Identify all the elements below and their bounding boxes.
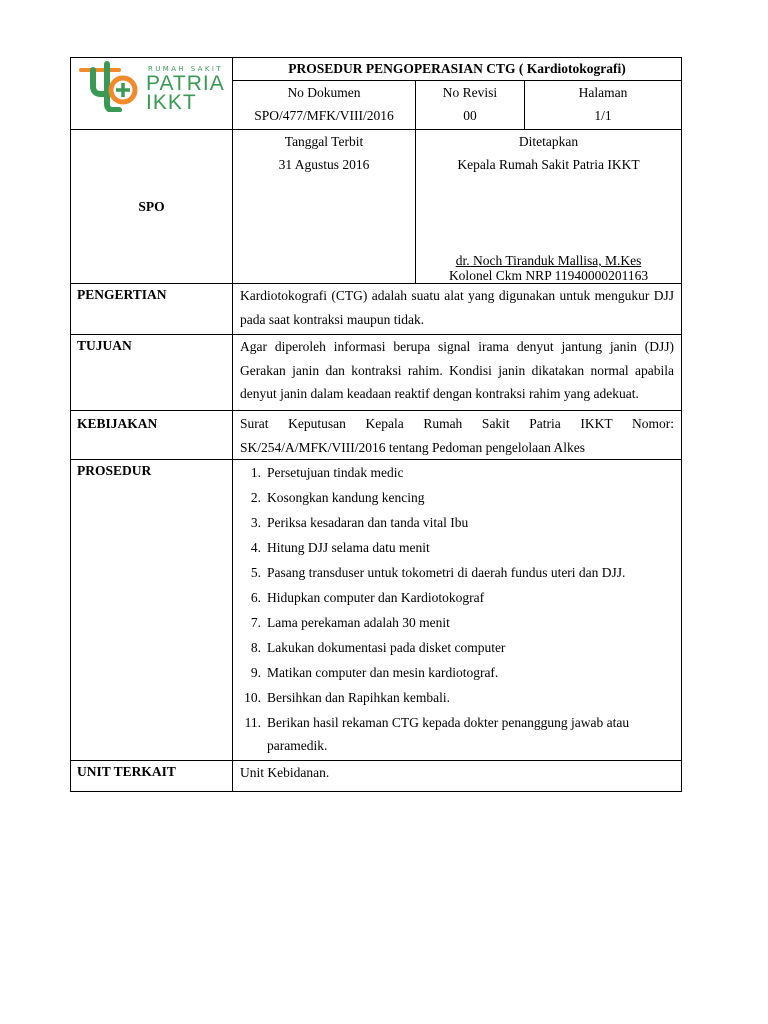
procedure-step-number: 2. <box>250 490 261 505</box>
procedure-step-text: Persetujuan tindak medic <box>267 465 404 480</box>
prosedur-steps-cell <box>233 460 682 761</box>
procedure-step <box>240 660 674 685</box>
procedure-step-text: Hidupkan computer dan Kardiotokograf <box>267 590 485 605</box>
spo-label: SPO <box>71 130 233 284</box>
procedure-step-text: Matikan computer dan mesin kardiotograf. <box>267 665 499 680</box>
procedure-step-text: Hitung DJJ selama datu menit <box>267 540 430 555</box>
kebijakan-label: KEBIJAKAN <box>71 411 233 460</box>
revision-value: 00 <box>463 108 477 123</box>
procedure-step <box>240 485 674 510</box>
procedure-step-number: 4. <box>250 540 261 555</box>
procedure-step-text: Pasang transduser untuk tokometri di daerah fundus uteri dan DJJ. <box>267 565 626 580</box>
procedure-step <box>240 460 674 485</box>
procedure-step-number: 10. <box>244 690 261 705</box>
revision-cell <box>416 81 525 130</box>
pengertian-text: Kardiotokografi (CTG) adalah suatu alat yang digunakan untuk mengukur DJJ pada saat kontraksi maupun tidak. <box>233 284 682 335</box>
hospital-logo-icon <box>79 60 143 112</box>
prosedur-steps-list <box>240 460 674 757</box>
issue-date-label: Tanggal Terbit <box>284 134 364 149</box>
procedure-step-text: Kosongkan kandung kencing <box>267 490 425 505</box>
unit-terkait-label: UNIT TERKAIT <box>71 761 233 792</box>
procedure-step-number: 1. <box>250 465 261 480</box>
procedure-step-number: 8. <box>250 640 261 655</box>
procedure-step <box>240 685 674 710</box>
procedure-step-number: 6. <box>250 590 261 605</box>
procedure-step <box>240 710 674 757</box>
procedure-step-text: Lakukan dokumentasi pada disket computer <box>267 640 506 655</box>
procedure-step-number: 3. <box>250 515 261 530</box>
page-label: Halaman <box>578 85 628 100</box>
prosedur-label: PROSEDUR <box>71 460 233 761</box>
logo-line-1: PATRIA <box>146 72 225 95</box>
pengertian-label: PENGERTIAN <box>71 284 233 335</box>
procedure-step-text: Berikan hasil rekaman CTG kepada dokter penanggung jawab atau paramedik. <box>267 715 630 753</box>
procedure-step-text: Periksa kesadaran dan tanda vital Ibu <box>267 515 469 530</box>
procedure-step-number: 9. <box>250 665 261 680</box>
procedure-step-number: 5. <box>250 565 261 580</box>
unit-terkait-text: Unit Kebidanan. <box>233 761 682 792</box>
revision-label: No Revisi <box>442 85 498 100</box>
page-cell <box>525 81 682 130</box>
issue-date-value: 31 Agustus 2016 <box>278 157 370 172</box>
kebijakan-text: Surat Keputusan Kepala Rumah Sakit Patria IKKT Nomor: SK/254/A/MFK/VIII/2016 tentang Pedoman pengelolaan Alkes <box>233 411 682 460</box>
procedure-step <box>240 585 674 610</box>
doc-number-cell <box>233 81 416 130</box>
approval-label: Ditetapkan <box>518 134 579 149</box>
logo-name <box>146 74 225 112</box>
issue-date-cell <box>233 130 416 284</box>
procedure-step-text: Bersihkan dan Rapihkan kembali. <box>267 690 450 705</box>
signature-block <box>416 253 681 283</box>
logo-line-2: IKKT <box>146 91 197 114</box>
spo-document-table <box>70 57 682 792</box>
procedure-step-number: 11. <box>244 715 261 730</box>
doc-number-label: No Dokumen <box>287 85 361 100</box>
signer-name: dr. Noch Tiranduk Mallisa, M.Kes <box>455 253 642 268</box>
tujuan-text: Agar diperoleh informasi berupa signal irama denyut jantung janin (DJJ) Gerakan janin dan kontraksi rahim. Kondisi janin dikatakan normal apabila denyut janin dalam keadaan reaktif dengan kontraksi rahim yang adekuat. <box>233 335 682 411</box>
procedure-step <box>240 610 674 635</box>
document-title: PROSEDUR PENGOPERASIAN CTG ( Kardiotokografi) <box>233 58 682 81</box>
approval-cell <box>416 130 682 284</box>
procedure-step <box>240 635 674 660</box>
procedure-step-number: 7. <box>250 615 261 630</box>
procedure-step-text: Lama perekaman adalah 30 menit <box>267 615 450 630</box>
procedure-step <box>240 510 674 535</box>
approval-authority: Kepala Rumah Sakit Patria IKKT <box>457 157 640 172</box>
page-value: 1/1 <box>594 108 612 123</box>
procedure-step <box>240 560 674 585</box>
tujuan-label: TUJUAN <box>71 335 233 411</box>
signer-rank: Kolonel Ckm NRP 11940000201163 <box>448 268 649 283</box>
logo-small-text: RUMAH SAKIT <box>148 65 223 73</box>
doc-number-value: SPO/477/MFK/VIII/2016 <box>254 108 394 123</box>
procedure-step <box>240 535 674 560</box>
logo-cell <box>71 58 233 130</box>
